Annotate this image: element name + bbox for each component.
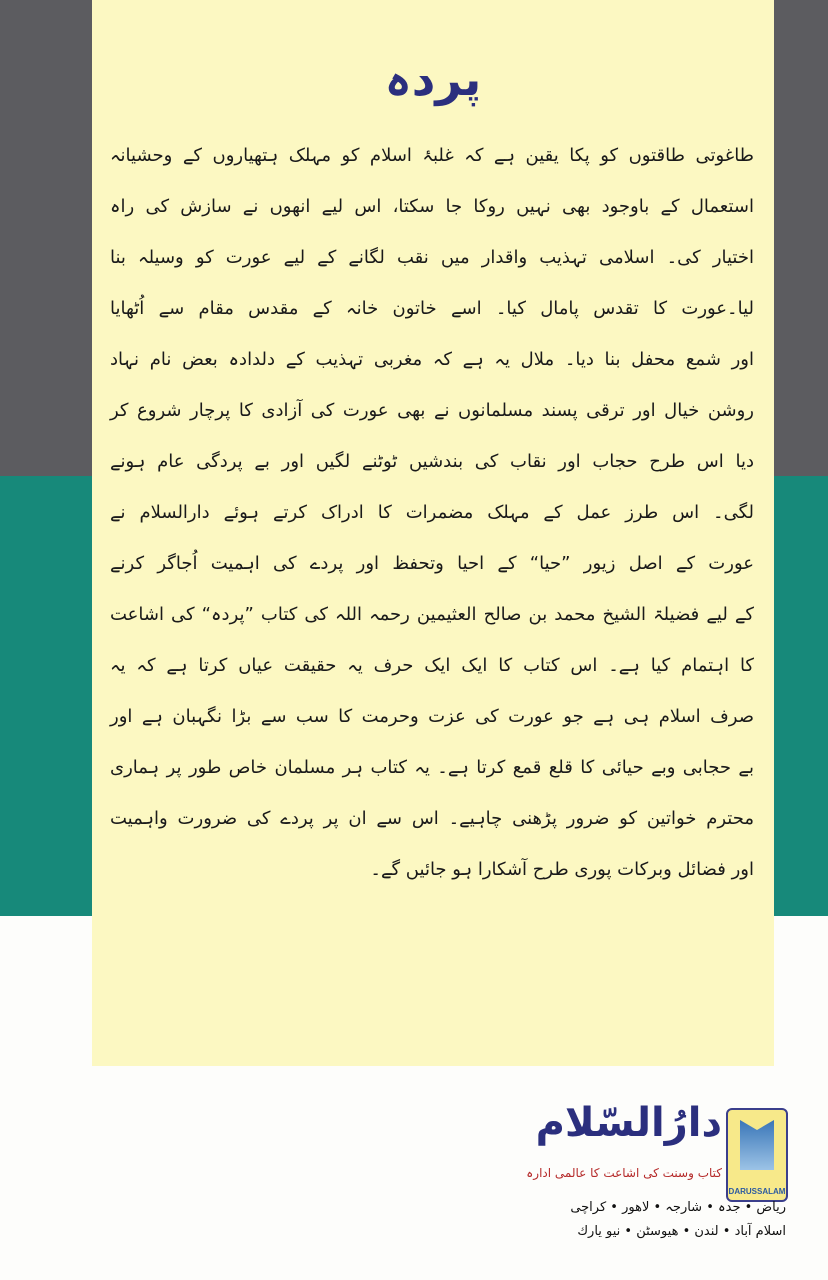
cities-line-1: ریاض • جدہ • شارجہ • لاهور • کراچی	[570, 1200, 786, 1215]
left-teal-band	[0, 476, 92, 916]
body-line: عورت کے اصل زیور ”حیا“ کے احیا وتحفظ اور پردے کی اہمیت اُجاگر کرنے	[110, 553, 754, 574]
body-text	[110, 130, 754, 895]
emblem-text: DARUSSALAM	[728, 1187, 786, 1196]
body-line: کا اہتمام کیا ہے۔ اس کتاب کا ایک ایک حرف یہ حقیقت عیاں کرتا ہے کہ یہ	[110, 655, 754, 676]
left-gray-band	[0, 0, 92, 476]
body-line: محترم خواتین کو ضرور پڑھنی چاہیے۔ اس سے ان پر پردے کی ضرورت واہمیت	[110, 808, 754, 829]
body-line: لگی۔ اس طرز عمل کے مہلک مضمرات کا ادراک کرتے ہوئے دارالسلام نے	[110, 502, 754, 523]
body-line: دیا اس طرح حجاب اور نقاب کی بندشیں ٹوٹنے لگیں اور بے پردگی عام ہونے	[110, 451, 754, 472]
cities-line-2: اسلام آباد • لندن • هیوسٹن • نیو یارك	[577, 1224, 786, 1239]
book-icon	[740, 1120, 774, 1170]
body-line: روشن خیال اور ترقی پسند مسلمانوں نے بھی عورت کی آزادی کا پرچار شروع کر	[110, 400, 754, 421]
publisher-logo	[526, 1100, 788, 1265]
body-line: کے لیے فضیلۃ الشیخ محمد بن صالح العثیمین رحمہ اللہ کی کتاب ”پردہ“ کی اشاعت	[110, 604, 754, 625]
body-line: صرف اسلام ہی ہے جو عورت کی عزت وحرمت کا سب سے بڑا نگہبان ہے اور	[110, 706, 754, 727]
right-teal-band	[774, 476, 828, 916]
right-gray-band	[774, 0, 828, 476]
body-line: اختیار کی۔ اسلامی تہذیب واقدار میں نقب لگانے کے لیے عورت کو وسیلہ بنا	[110, 247, 754, 268]
body-line: اور فضائل وبرکات پوری طرح آشکارا ہو جائیں گے۔	[370, 859, 754, 880]
body-line: استعمال کے باوجود بھی نہیں روکا جا سکتا، اس لیے انھوں نے سازش کی راہ	[110, 196, 754, 217]
body-line: لیا۔عورت کا تقدس پامال کیا۔ اسے خاتون خانہ کے مقدس مقام سے اُٹھایا	[110, 298, 754, 319]
body-line: طاغوتی طاقتوں کو پکا یقین ہے کہ غلبۂ اسلام کو مہلک ہتھیاروں کے وحشیانہ	[110, 145, 754, 166]
body-line: اور شمع محفل بنا دیا۔ ملال یہ ہے کہ مغربی تہذیب کے دلدادہ بعض نام نہاد	[110, 349, 754, 370]
page-title: پردہ	[384, 52, 482, 106]
text-panel	[92, 0, 774, 1066]
body-line: بے حجابی وبے حیائی کا قلع قمع کرتا ہے۔ یہ کتاب ہر مسلمان خاص طور پر ہماری	[110, 757, 754, 778]
darussalam-emblem-icon	[726, 1108, 788, 1202]
publisher-tagline: کتاب وسنت کی اشاعت کا عالمی ادارہ	[526, 1166, 722, 1180]
publisher-name: دارُالسّلام	[535, 1100, 722, 1146]
